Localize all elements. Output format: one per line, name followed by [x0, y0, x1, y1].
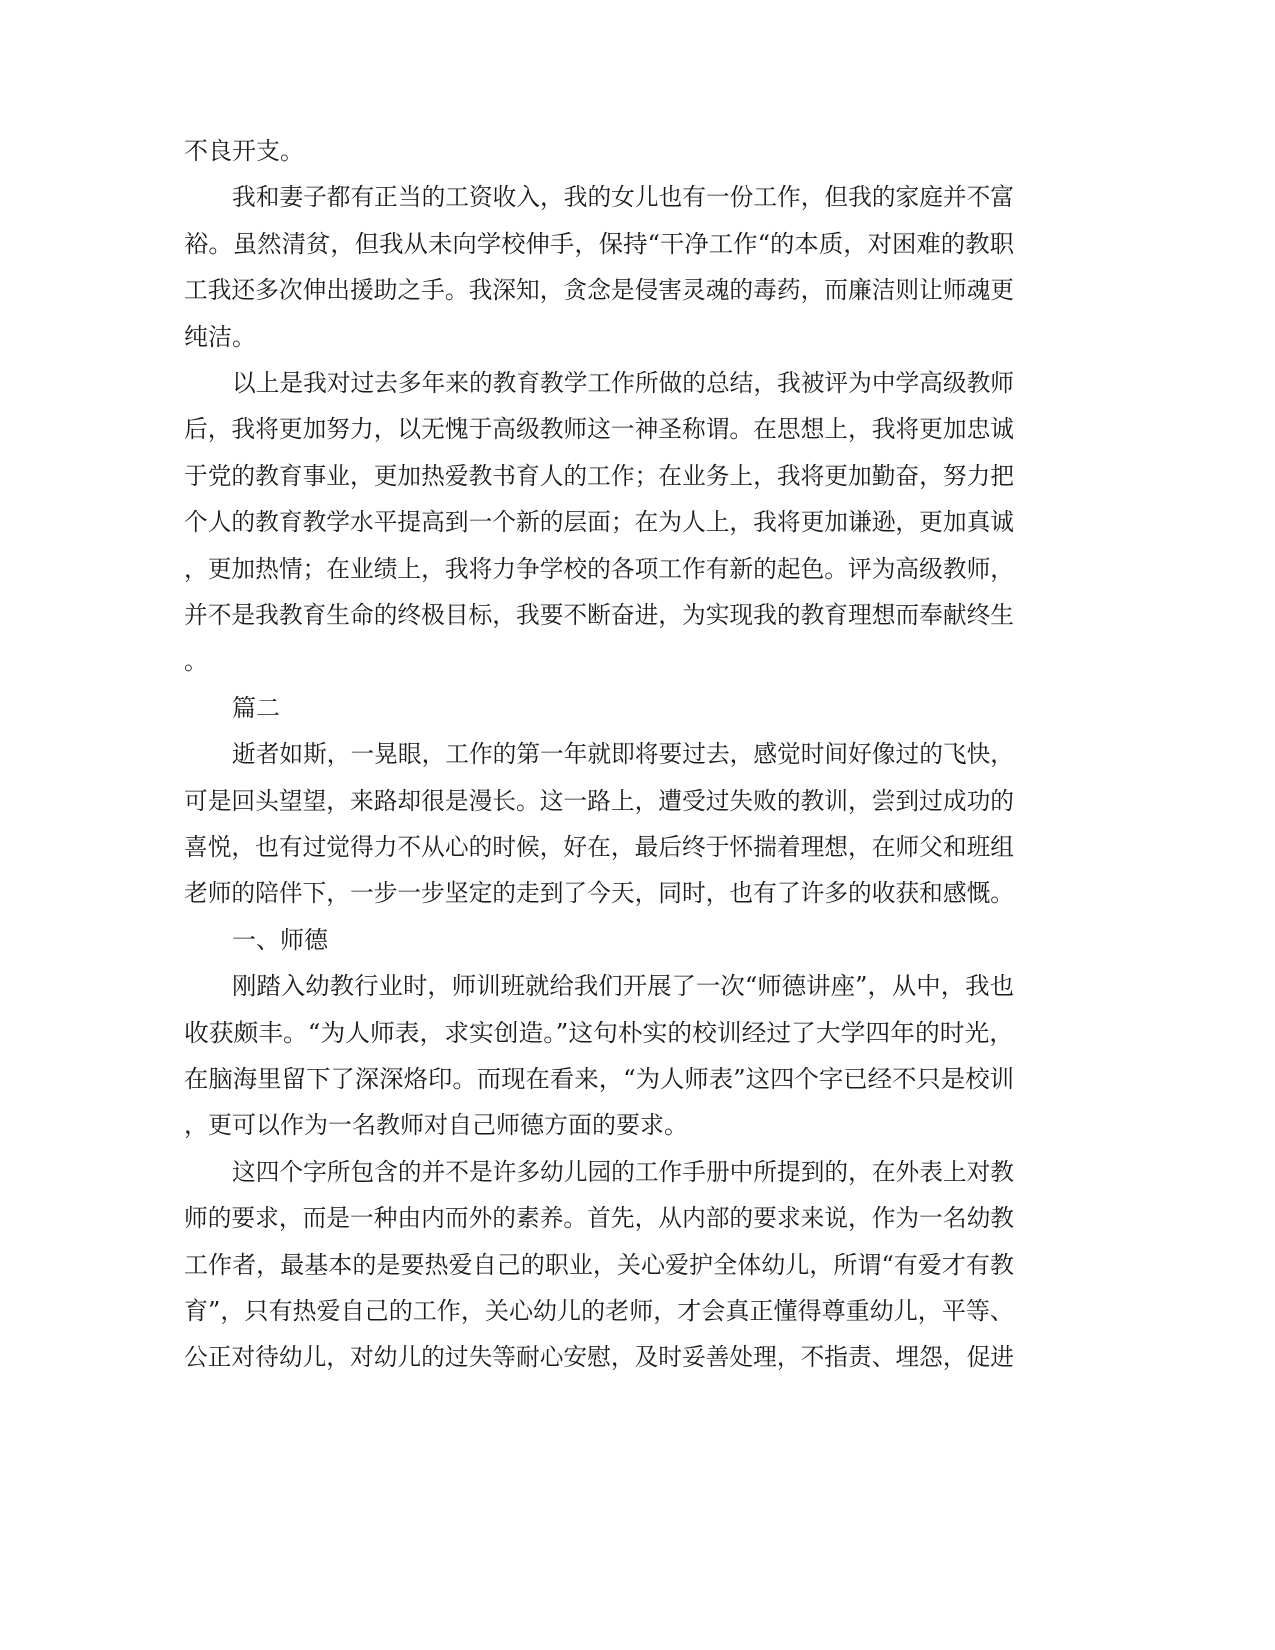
text-line: 后，我将更加努力，以无愧于高级教师这一神圣称谓。在思想上，我将更加忠诚	[184, 415, 1014, 444]
text-line: ，更可以作为一名教师对自己师德方面的要求。	[184, 1111, 688, 1140]
text-line: 育”，只有热爱自己的工作，关心幼儿的老师，才会真正懂得尊重幼儿，平等、	[184, 1297, 1014, 1325]
text-line: 师的要求，而是一种由内而外的素养。首先，从内部的要求来说，作为一名幼教	[184, 1204, 1014, 1233]
text-line: 我和妻子都有正当的工资收入，我的女儿也有一份工作，但我的家庭并不富	[232, 183, 1014, 212]
section-heading: 篇二	[232, 693, 280, 722]
text-line: 纯洁。	[184, 322, 256, 351]
text-line: 这四个字所包含的并不是许多幼儿园的工作手册中所提到的，在外表上对教	[232, 1157, 1014, 1186]
section-heading: 一、师德	[232, 925, 328, 954]
text-line: ，更加热情；在业绩上，我将力争学校的各项工作有新的起色。评为高级教师，	[184, 554, 1014, 583]
text-line: 工我还多次伸出援助之手。我深知，贪念是侵害灵魂的毒药，而廉洁则让师魂更	[184, 276, 1014, 305]
text-line: 裕。虽然清贫，但我从未向学校伸手，保持“干净工作“的本质，对困难的教职	[184, 229, 1015, 258]
text-line: 工作者，最基本的是要热爱自己的职业，关心爱护全体幼儿，所谓“有爱才有教	[184, 1250, 1014, 1279]
text-line: 以上是我对过去多年来的教育教学工作所做的总结，我被评为中学高级教师	[232, 369, 1014, 397]
text-line: 不良开支。	[184, 137, 304, 165]
text-line: 逝者如斯，一晃眼，工作的第一年就即将要过去，感觉时间好像过的飞快，	[232, 740, 1014, 769]
text-line: 收获颇丰。“为人师表，求实创造。”这句朴实的校训经过了大学四年的时光，	[184, 1018, 1014, 1047]
text-line: 个人的教育教学水平提高到一个新的层面；在为人上，我将更加谦逊，更加真诚	[184, 508, 1014, 537]
text-line: 公正对待幼儿，对幼儿的过失等耐心安慰，及时妥善处理，不指责、埋怨，促进	[184, 1343, 1014, 1372]
text-line: 刚踏入幼教行业时，师训班就给我们开展了一次“师德讲座”，从中，我也	[232, 972, 1014, 1001]
text-line: 可是回头望望，来路却很是漫长。这一路上，遭受过失败的教训，尝到过成功的	[184, 786, 1014, 815]
text-line: 老师的陪伴下，一步一步坚定的走到了今天，同时，也有了许多的收获和感慨。	[184, 879, 1014, 908]
text-line: 在脑海里留下了深深烙印。而现在看来，“为人师表”这四个字已经不只是校训	[184, 1065, 1015, 1093]
text-line: 并不是我教育生命的终极目标，我要不断奋进，为实现我的教育理想而奉献终生	[184, 601, 1014, 629]
text-line: 于党的教育事业，更加热爱教书育人的工作；在业务上，我将更加勤奋，努力把	[184, 461, 1014, 490]
text-line: 。	[184, 647, 208, 676]
text-line: 喜悦，也有过觉得力不从心的时候，好在，最后终于怀揣着理想，在师父和班组	[184, 833, 1014, 861]
